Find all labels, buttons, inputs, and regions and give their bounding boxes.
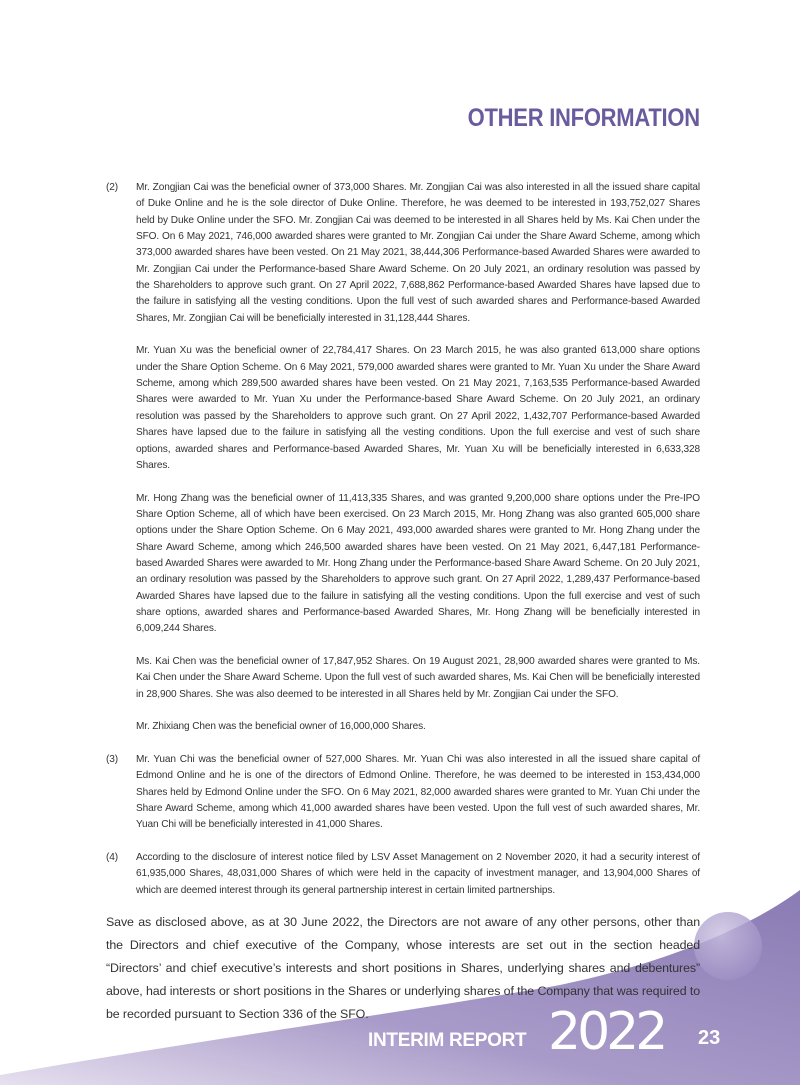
notes-list xyxy=(106,180,700,899)
note-paragraph: Mr. Hong Zhang was the beneficial owner of 11,413,335 Shares, and was granted 9,200,000 share options under the Pre-IPO Share Option Scheme, all of which have been exercised. On 23 March 2015, Mr. Hong Zhang was also granted 605,000 share options under the Share Option Scheme. On 6 May 2021, 493,000 awarded shares were granted to Mr. Hong Zhang under the Share Award Scheme, among which 246,500 awarded shares have been vested. On 21 May 2021, 6,447,181 Performance-based Awarded Shares were awarded to Mr. Hong Zhang under the Performance-based Share Award Scheme. On 20 July 2021, an ordinary resolution was passed by the Shareholders to approve such grant. On 27 April 2022, 1,289,437 Performance-based Awarded Shares have lapsed due to the failure in satisfying all the vesting conditions. Upon the full exercise and vest of such share options, awarded shares and Performance-based Awarded Shares, Mr. Hong Zhang will be beneficially interested in 6,009,244 Shares. xyxy=(136,492,700,635)
note-number: (4) xyxy=(106,852,118,864)
page-title: OTHER INFORMATION xyxy=(467,104,700,132)
report-year: 2022 xyxy=(548,1002,665,1062)
note-3 xyxy=(106,752,700,834)
note-number: (2) xyxy=(106,182,118,193)
note-number: (3) xyxy=(106,754,118,766)
note-4 xyxy=(106,850,700,899)
planet-decoration xyxy=(694,912,762,980)
page-number: 23 xyxy=(698,1027,721,1049)
closing-paragraph: Save as disclosed above, as at 30 June 2022, the Directors are not aware of any other persons, other than the Directors and chief executive of the Company, whose interests are set out in the section headed “Directors’ and chief executive’s interests and short positions in Shares, underlying shares and debentures” above, had interests or short positions in the Shares or underlying shares of the Company that was required to be recorded pursuant to Section 336 of the SFO. xyxy=(106,915,700,1022)
report-label: INTERIM REPORT xyxy=(368,1030,527,1051)
note-paragraph: Ms. Kai Chen was the beneficial owner of 17,847,952 Shares. On 19 August 2021, 28,900 awarded shares were granted to Ms. Kai Chen under the Share Award Scheme. Upon the full vest of such awarded shares, Ms. Kai Chen will be beneficially interested in 28,900 Shares. She was also deemed to be interested in all Shares held by Mr. Zongjian Cai under the SFO. xyxy=(136,655,700,700)
note-paragraph: According to the disclosure of interest notice filed by LSV Asset Management on 2 November 2020, it had a security interest of 61,935,000 Shares, 48,031,000 Shares of which were held in the capacity of investment manager, and 13,904,000 Shares of which are deemed interest through its general partnership interest in certain limited partnerships. xyxy=(136,852,700,896)
page-content xyxy=(106,180,700,1026)
note-paragraph: Mr. Zhixiang Chen was the beneficial owner of 16,000,000 Shares. xyxy=(136,721,426,733)
note-2 xyxy=(106,180,700,736)
note-paragraph: Mr. Yuan Xu was the beneficial owner of 22,784,417 Shares. On 23 March 2015, he was also granted 613,000 share options under the Share Option Scheme. On 6 May 2021, 579,000 awarded shares were granted to Mr. Yuan Xu under the Share Award Scheme, among which 289,500 awarded shares have been vested. On 21 May 2021, 7,163,535 Performance-based Awarded Shares were awarded to Mr. Yuan Xu under the Performance-based Share Award Scheme. On 20 July 2021, an ordinary resolution was passed by the Shareholders to approve such grant. On 27 April 2022, 1,432,707 Performance-based Awarded Shares have lapsed due to the failure in satisfying all the vesting conditions. Upon the full exercise and vest of such share options, awarded shares and Performance-based Awarded Shares, Mr. Yuan Xu will be beneficially interested in 6,633,328 Shares. xyxy=(136,345,700,471)
note-paragraph: Mr. Yuan Chi was the beneficial owner of 527,000 Shares. Mr. Yuan Chi was also interested in all the issued share capital of Edmond Online and he is one of the directors of Edmond Online. Therefore, he was deemed to be interested in 153,434,000 Shares held by Edmond Online under the SFO. On 6 May 2021, 82,000 awarded shares were granted to Mr. Yuan Chi under the Share Award Scheme, among which 41,000 awarded shares have been vested. Upon the full vest of such awarded shares, Mr. Yuan Chi will be beneficially interested in 41,000 Shares. xyxy=(136,754,700,831)
note-paragraph: Mr. Zongjian Cai was the beneficial owner of 373,000 Shares. Mr. Zongjian Cai was also interested in all the issued share capital of Duke Online and he is the sole director of Duke Online. Therefore, he was deemed to be interested in 193,752,027 Shares held by Duke Online under the SFO. Mr. Zongjian Cai was deemed to be interested in all Shares held by Ms. Kai Chen under the SFO. On 6 May 2021, 746,000 awarded shares were granted to Mr. Zongjian Cai under the Share Award Scheme, among which 373,000 awarded shares have been vested. On 21 May 2021, 38,444,306 Performance-based Awarded Shares were awarded to Mr. Zongjian Cai under the Performance-based Share Award Scheme. On 20 July 2021, an ordinary resolution was passed by the Shareholders to approve such grant. On 27 April 2022, 7,688,862 Performance-based Awarded Shares have lapsed due to the failure in satisfying all the vesting conditions. Upon the full vest of such awarded shares and Performance-based Awarded Shares, Mr. Zongjian Cai will be beneficially interested in 31,128,444 Shares. xyxy=(136,182,700,324)
